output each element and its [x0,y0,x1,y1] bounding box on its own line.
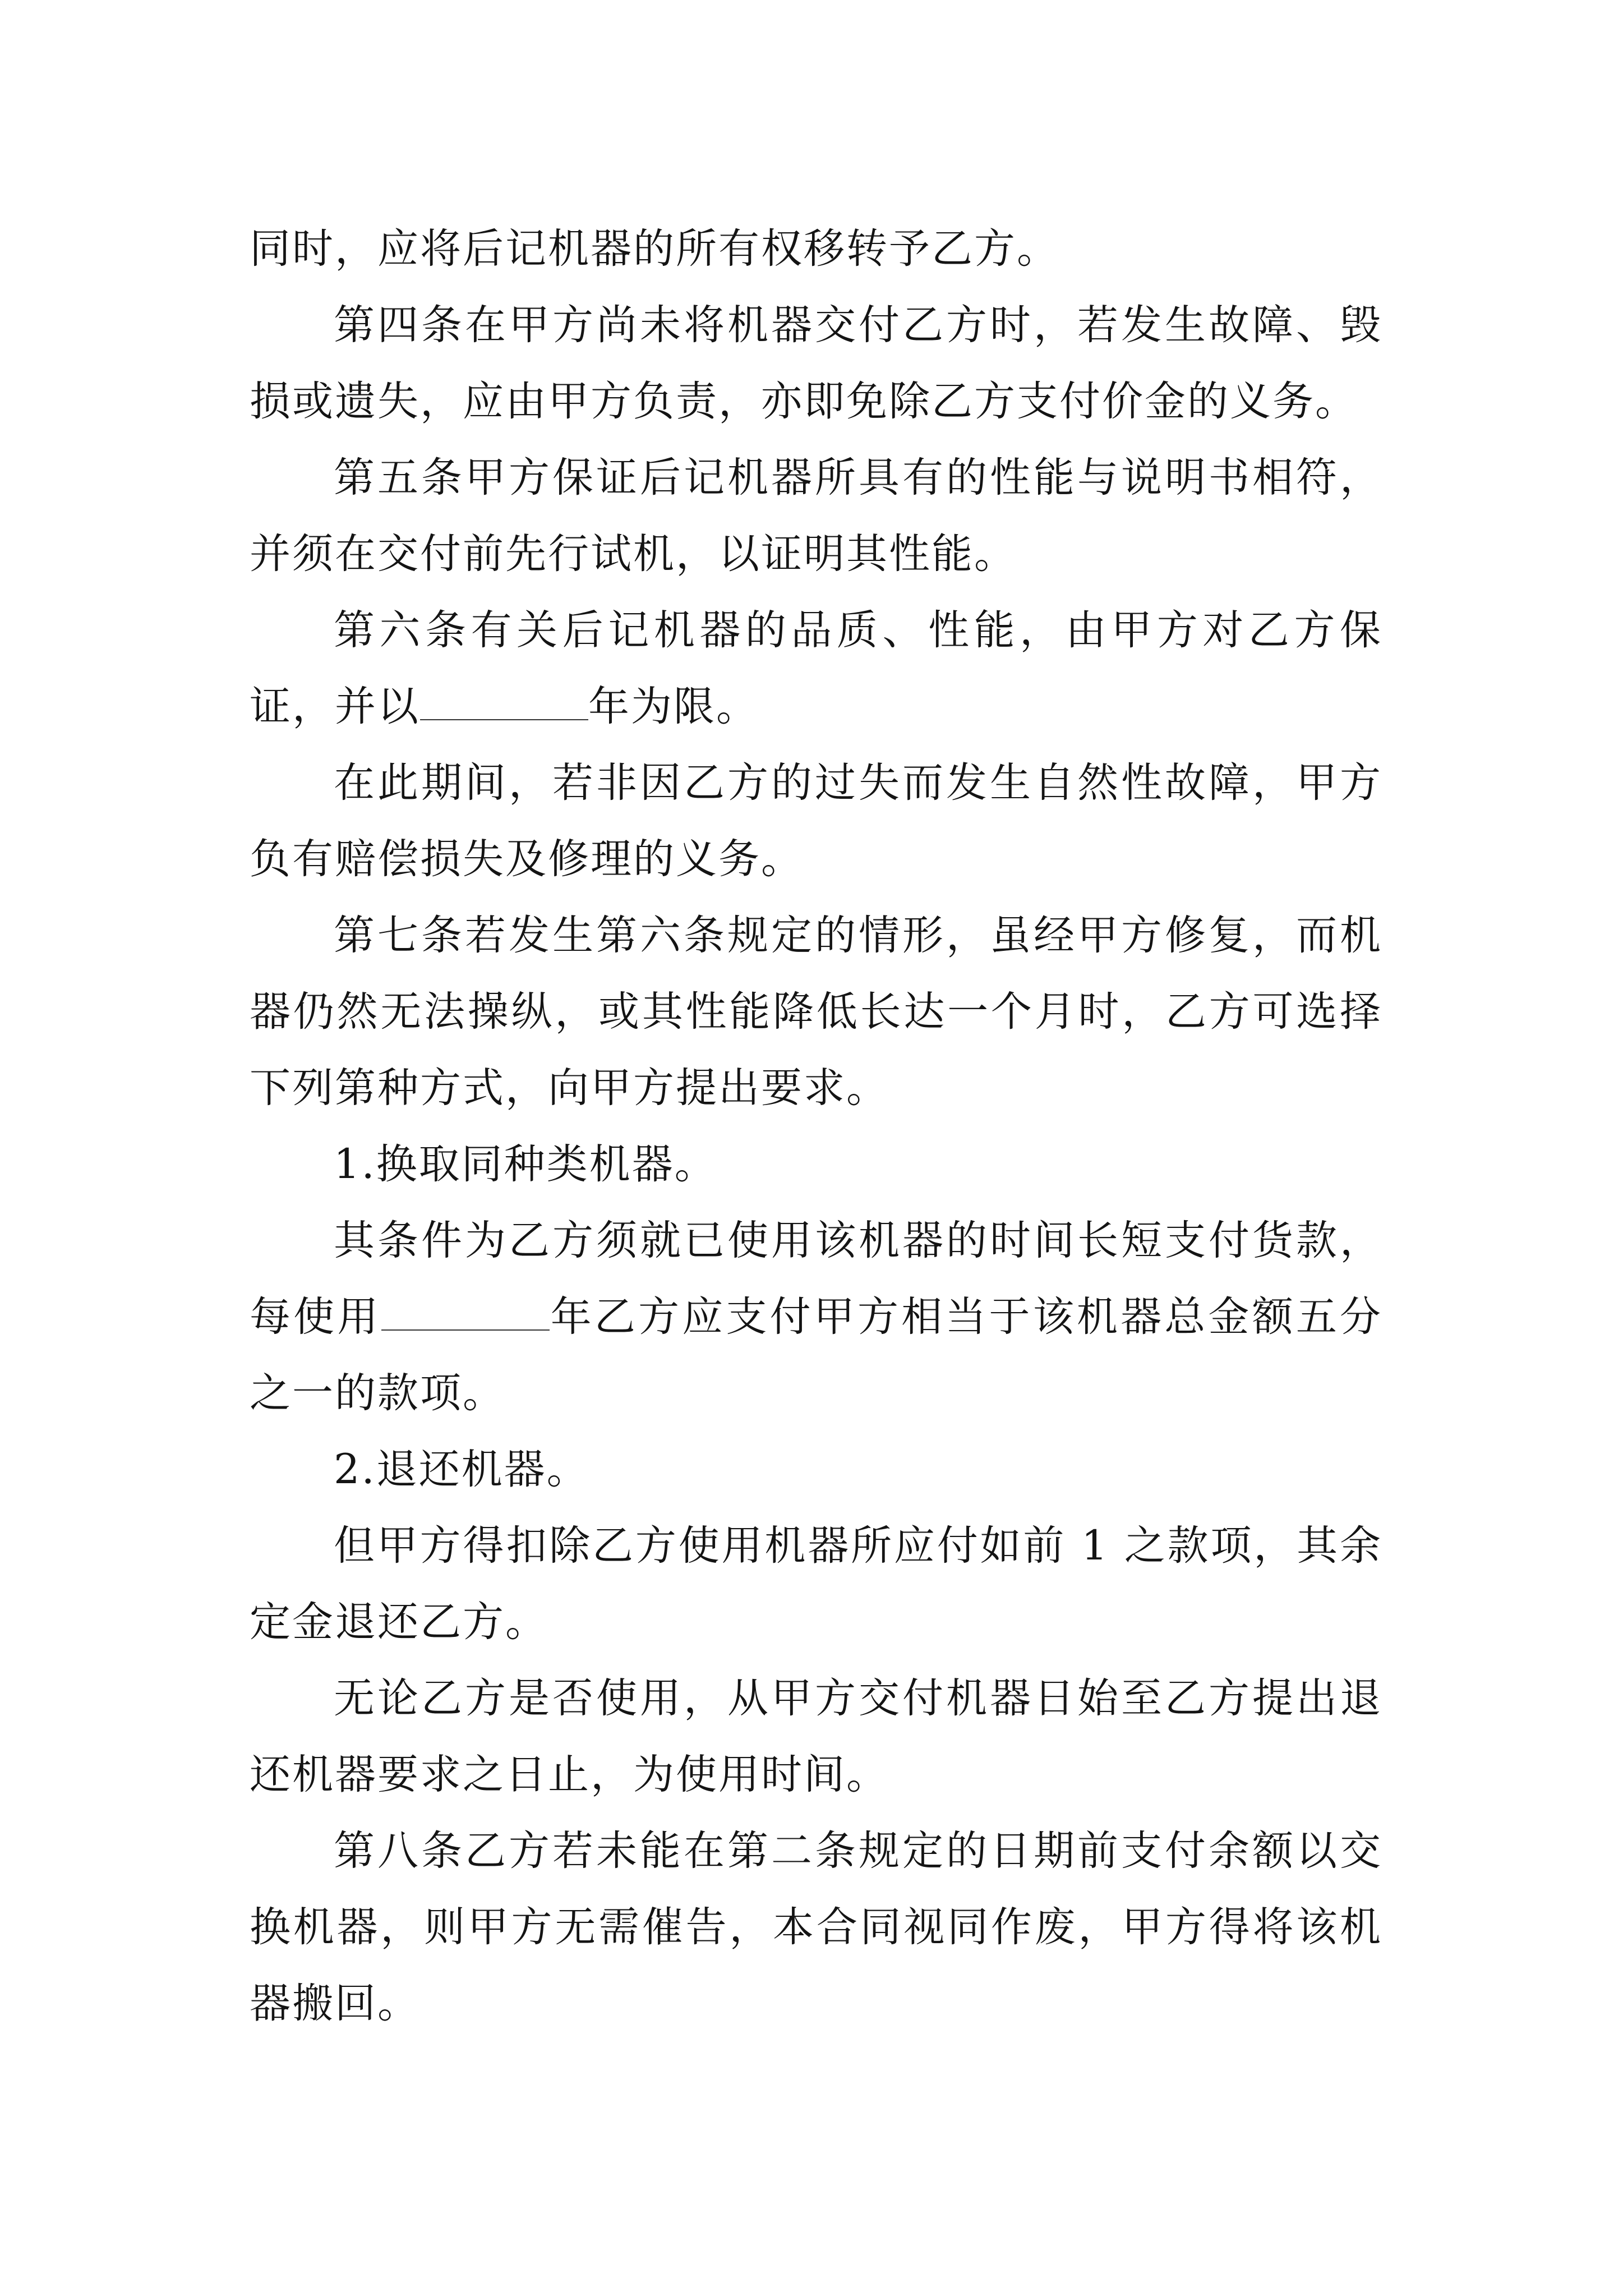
paragraph-text: 2.退还机器。 [334,1446,589,1493]
paragraph-text-after: 年乙方应支付甲方相当于该机器总金额五分之一的款项。 [250,1293,1383,1417]
paragraph-text: 无论乙方是否使用，从甲方交付机器日始至乙方提出退还机器要求之日止，为使用时间。 [250,1674,1382,1798]
fill-in-blank-years[interactable] [420,685,588,720]
paragraph-warranty-period [250,745,1382,898]
fill-in-blank-years[interactable] [381,1296,550,1331]
paragraph-article-8 [250,1813,1382,2042]
paragraph-option-1 [250,1126,1382,1203]
paragraph-article-4 [250,287,1382,440]
document-body [250,211,1382,2042]
paragraph-text-before: 其条件为乙方须就已使用该机器的时间长短支付货款，每使用 [250,1217,1382,1341]
paragraph-article-6 [250,592,1382,745]
paragraph-text: 第五条甲方保证后记机器所具有的性能与说明书相符，并须在交付前先行试机，以证明其性能。 [250,454,1382,578]
paragraph-option-1-conditions [250,1203,1382,1432]
paragraph-usage-period [250,1660,1382,1813]
paragraph-text: 第七条若发生第六条规定的情形，虽经甲方修复，而机器仍然无法操纵，或其性能降低长达一个月时，乙方可选择下列第种方式，向甲方提出要求。 [250,912,1382,1112]
paragraph-text: 1.换取同种类机器。 [334,1140,717,1188]
paragraph-text: 在此期间，若非因乙方的过失而发生自然性故障，甲方负有赔偿损失及修理的义务。 [250,759,1382,883]
paragraph-article-7 [250,898,1382,1126]
paragraph-ownership-transfer [250,211,1382,287]
paragraph-text: 第四条在甲方尚未将机器交付乙方时，若发生故障、毁损或遗失，应由甲方负责，亦即免除乙方支付价金的义务。 [250,301,1382,425]
paragraph-option-2-conditions [250,1508,1382,1660]
paragraph-option-2 [250,1432,1382,1508]
paragraph-text: 但甲方得扣除乙方使用机器所应付如前 1 之款项，其余定金退还乙方。 [250,1522,1382,1646]
paragraph-text: 第八条乙方若未能在第二条规定的日期前支付余额以交换机器，则甲方无需催告，本合同视同作废，甲方得将该机器搬回。 [250,1827,1382,2027]
paragraph-text: 同时，应将后记机器的所有权移转予乙方。 [250,225,1059,273]
paragraph-article-5 [250,440,1382,592]
paragraph-text-after: 年为限。 [588,683,759,730]
paragraph-text-before: 第六条有关后记机器的品质、性能，由甲方对乙方保证，并以 [250,606,1382,730]
